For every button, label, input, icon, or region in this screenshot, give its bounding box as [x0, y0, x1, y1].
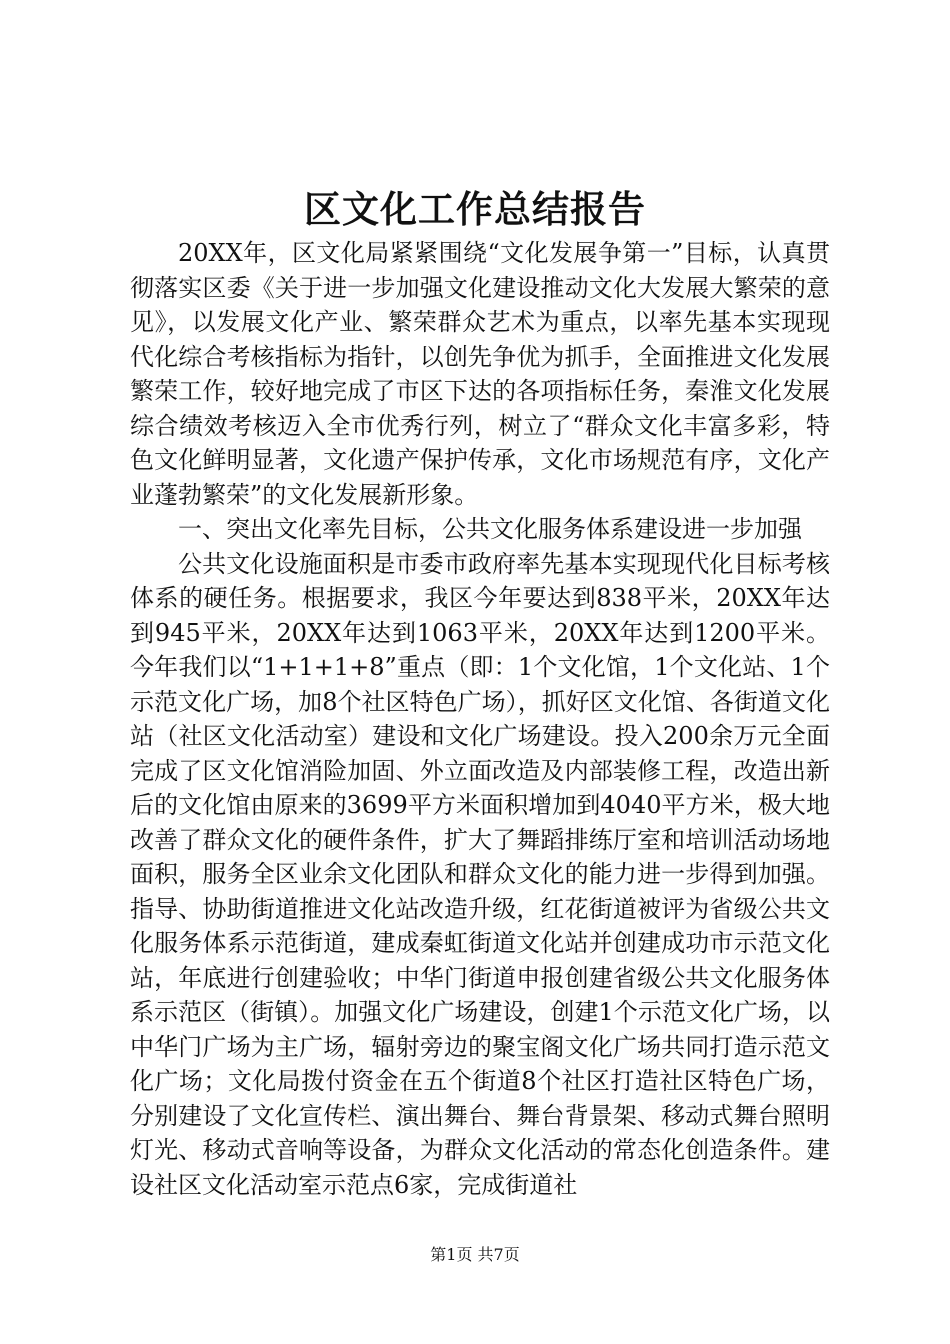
- page-number-footer: 第1页 共7页: [430, 1245, 520, 1264]
- document-title: 区文化工作总结报告: [304, 187, 646, 231]
- paragraph-intro: 20XX年，区文化局紧紧围绕“文化发展争第一”目标，认真贯彻落实区委《关于进一步加强文化建设推动文化大发展大繁荣的意见》，以发展文化产业、繁荣群众艺术为重点，以率先基本实现现代化综合考核指标为指针，以创先争优为抓手，全面推进文化发展繁荣工作，较好地完成了市区下达的各项指标任务，秦淮文化发展综合绩效考核迈入全市优秀行列，树立了“群众文化丰富多彩，特色文化鲜明显著，文化遗产保护传承，文化市场规范有序，文化产业蓬勃繁荣”的文化发展新形象。: [130, 239, 830, 509]
- section-heading-1: 一、突出文化率先目标，公共文化服务体系建设进一步加强: [178, 515, 802, 543]
- paragraph-facilities: 公共文化设施面积是市委市政府率先基本实现现代化目标考核体系的硬任务。根据要求，我区今年要达到838平米，20XX年达到945平米，20XX年达到1063平米，20XX年达到1200平米。今年我们以“1+1+1+8”重点（即：1个文化馆，1个文化站、1个示范文化广场，加8个社区特色广场），抓好区文化馆、各街道文化站（社区文化活动室）建设和文化广场建设。投入200余万元全面完成了区文化馆消险加固、外立面改造及内部装修工程，改造出新后的文化馆由原来的3699平方米面积增加到4040平方米，极大地改善了群众文化的硬件条件，扩大了舞蹈排练厅室和培训活动场地面积，服务全区业余文化团队和群众文化的能力进一步得到加强。指导、协助街道推进文化站改造升级，红花街道被评为省级公共文化服务体系示范街道，建成秦虹街道文化站并创建成功市示范文化站，年底进行创建验收；中华门街道申报创建省级公共文化服务体系示范区（街镇）。加强文化广场建设，创建1个示范文化广场，以中华门广场为主广场，辐射旁边的聚宝阁文化广场共同打造示范文化广场；文化局拨付资金在五个街道8个社区打造社区特色广场，分别建设了文化宣传栏、演出舞台、舞台背景架、移动式舞台照明灯光、移动式音响等设备，为群众文化活动的常态化创造条件。建设社区文化活动室示范点6家，完成街道社: [130, 549, 830, 1199]
- document-body: [130, 236, 830, 1202]
